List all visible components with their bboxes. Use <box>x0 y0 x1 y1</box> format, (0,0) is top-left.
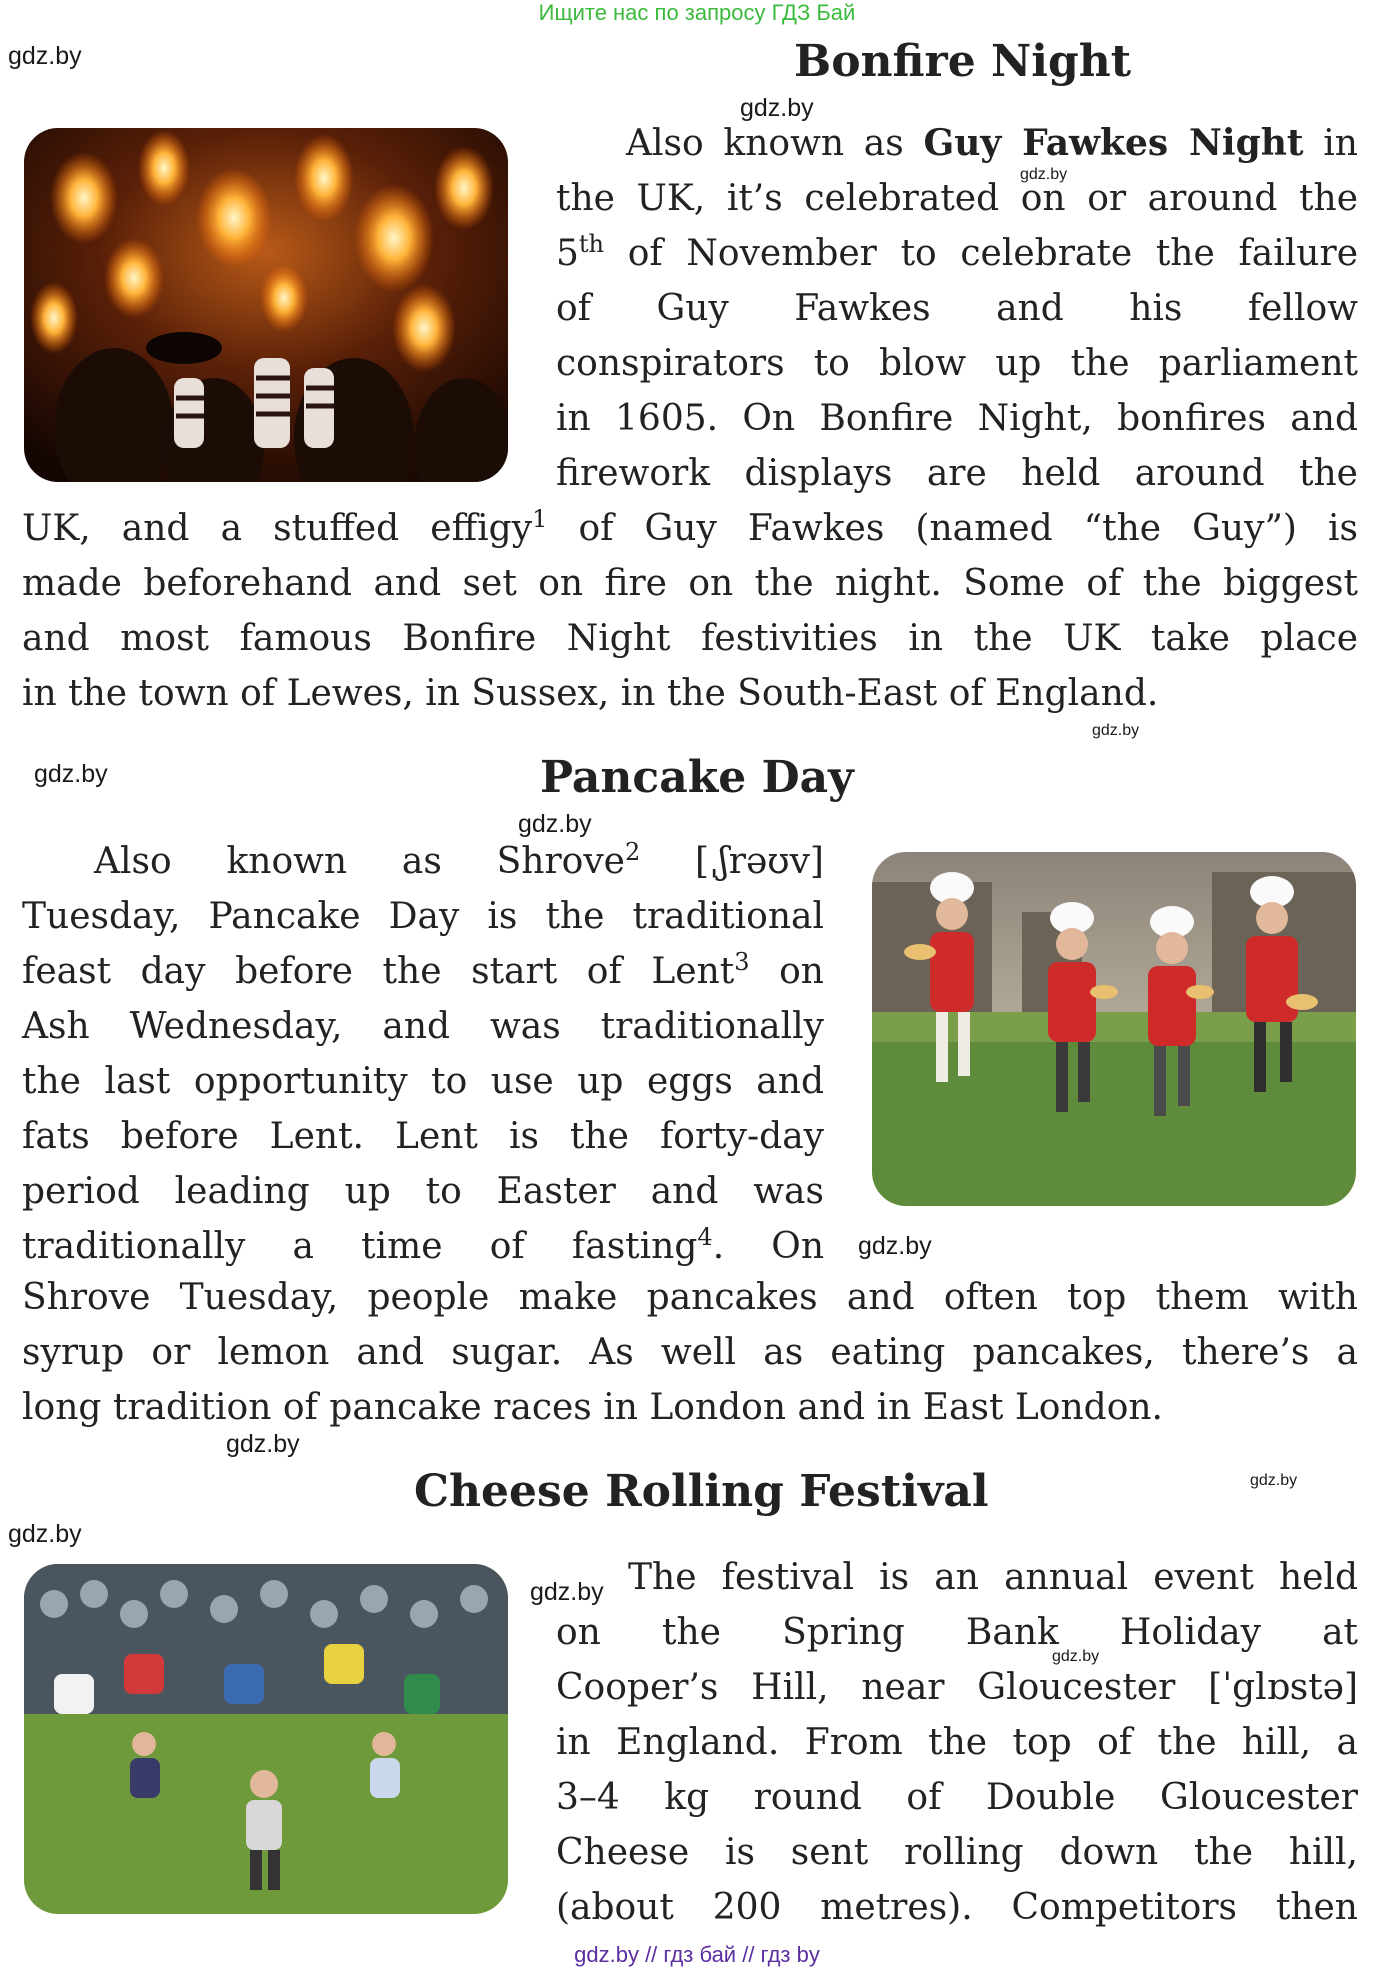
watermark: gdz.by <box>1092 722 1140 739</box>
watermark: gdz.by <box>1250 1472 1298 1489</box>
pancake-photo <box>872 852 1356 1206</box>
bonfire-title: Bonfire Night <box>794 36 1132 87</box>
watermark: gdz.by <box>1020 166 1068 183</box>
bonfire-paragraph-wrapped: Also known as Guy Fawkes Night in the UK, it’s celebrated on or around the 5th of November to celebrate the failure of Guy Fawkes and his fellow conspirators to blow up the parliament in 1605. On Bonfire Night, bonfires and firework displays are held around the <box>556 122 1358 494</box>
watermark: gdz.by <box>8 1520 82 1548</box>
guy-fawkes-night: Guy Fawkes Night <box>923 122 1304 164</box>
watermark: gdz.by <box>226 1430 300 1458</box>
watermark: gdz.by <box>518 810 592 838</box>
cheese-title: Cheese Rolling Festival <box>414 1466 989 1517</box>
footer-links[interactable]: gdz.by // гдз бай // гдз by <box>574 1942 820 1967</box>
bonfire-paragraph-full: UK, and a stuffed effigy$^1$ of Guy Fawkes (named “the Guy”) is made beforehand and set on fire on the night. Some of the biggest and most famous Bonfire Night festivities in the UK take place in the town of Lewes, in Sussex, in the South-East of England. <box>22 505 1358 714</box>
watermark: gdz.by <box>1052 1648 1100 1665</box>
cheese-photo <box>24 1564 508 1914</box>
watermark: gdz.by <box>34 760 108 788</box>
top-banner: Ищите нас по запросу ГДЗ Бай <box>538 0 856 25</box>
pancake-paragraph-full: Shrove Tuesday, people make pancakes and often top them with syrup or lemon and sugar. As well as eating pancakes, there’s a long tradition of pancake races in London and in East London. <box>22 1277 1358 1428</box>
watermark: gdz.by <box>740 94 814 122</box>
pancake-title: Pancake Day <box>540 752 854 803</box>
cheese-paragraph: The festival is an annual event held on the Spring Bank Holiday at Cooper’s Hill, near Gloucester [ˈglɒstə] in England. From the top of the hill, a 3–4 kg round of Double Gloucester Cheese is sent rolling down the hill, (about 200 metres). Competitors then <box>556 1557 1358 1928</box>
pancake-paragraph-wrapped: Also known as Shrove$^2$ [ˌʃrəʊv] Tuesday, Pancake Day is the traditional feast day before the start of Lent$^3$ on Ash Wednesday, and was traditionally the last opportunity to use up eggs and fats before Lent. Lent is the forty-day period leading up to Easter and was traditionally a time of fasting$^4$. On <box>22 838 824 1267</box>
watermark: gdz.by <box>530 1578 604 1606</box>
watermark: gdz.by <box>858 1232 932 1260</box>
bonfire-photo <box>24 128 508 482</box>
watermark: gdz.by <box>8 42 82 70</box>
